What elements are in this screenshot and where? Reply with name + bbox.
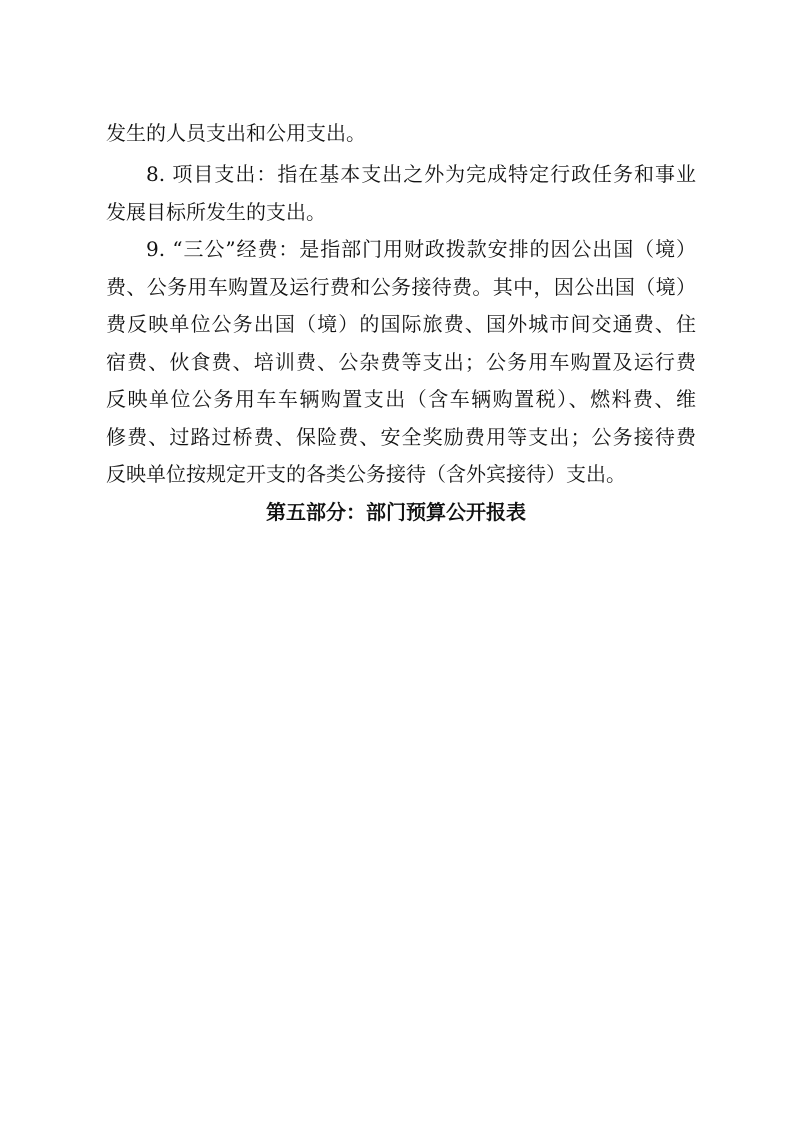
text-line-9: 修费、过路过桥费、保险费、安全奖励费用等支出；公务接待费 [106,425,696,449]
text-line-3: 发展目标所发生的支出。 [106,200,326,224]
text-line-6: 费反映单位公务出国（境）的国际旅费、国外城市间交通费、住 [106,312,696,336]
text-line-10: 反映单位按规定开支的各类公务接待（含外宾接待）支出。 [106,462,626,486]
text-line-1: 发生的人员支出和公用支出。 [106,121,366,145]
text-line-7: 宿费、伙食费、培训费、公杂费等支出；公务用车购置及运行费 [106,350,696,374]
text-line-5: 费、公务用车购置及运行费和公务接待费。其中，因公出国（境） [106,275,696,299]
section-heading: 第五部分：部门预算公开报表 [266,500,526,524]
text-line-8: 反映单位公务用车车辆购置支出（含车辆购置税）、燃料费、维 [106,387,696,411]
text-line-4-item-9: 9. “三公”经费：是指部门用财政拨款安排的因公出国（境） [146,237,696,261]
text-line-2-item-8: 8. 项目支出：指在基本支出之外为完成特定行政任务和事业 [146,162,696,186]
